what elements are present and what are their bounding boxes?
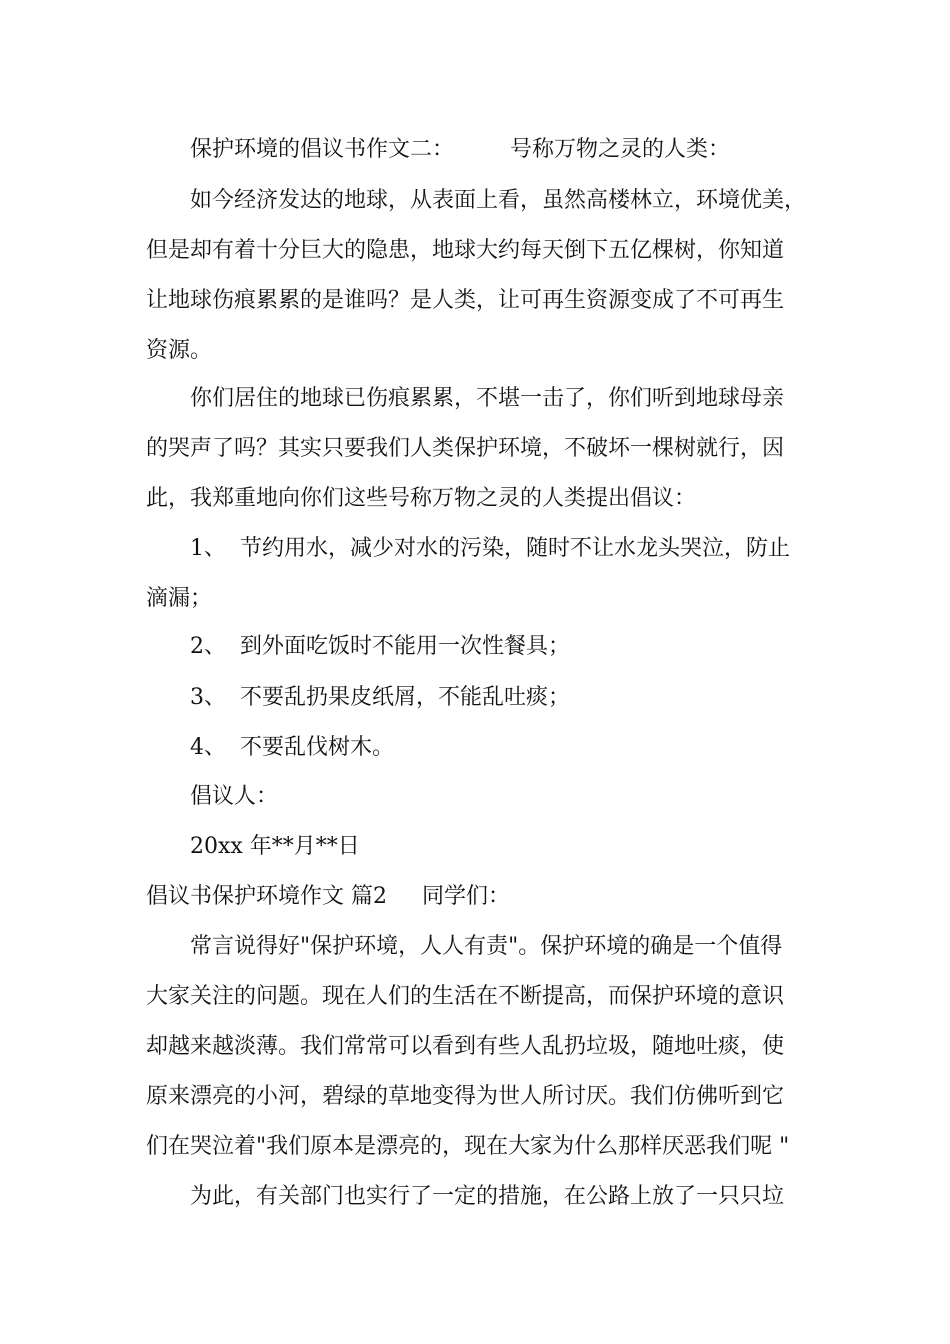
paragraph-line: 此，我郑重地向你们这些号称万物之灵的人类提出倡议： bbox=[146, 486, 697, 511]
paragraph-line: 滴漏； bbox=[146, 586, 213, 611]
date-line: 20xx 年**月**日 bbox=[190, 834, 360, 859]
paragraph-line: 你们居住的地球已伤痕累累，不堪一击了，你们听到地球母亲 bbox=[190, 386, 785, 411]
heading-line: 保护环境的倡议书作文二： 号称万物之灵的人类： bbox=[190, 137, 730, 162]
list-item: 2、 到外面吃饭时不能用一次性餐具； bbox=[190, 634, 570, 659]
paragraph-line: 大家关注的问题。现在人们的生活在不断提高，而保护环境的意识 bbox=[146, 984, 785, 1009]
paragraph-line: 的哭声了吗？其实只要我们人类保护环境，不破坏一棵树就行，因 bbox=[146, 436, 785, 461]
paragraph-line: 原来漂亮的小河，碧绿的草地变得为世人所讨厌。我们仿佛听到它 bbox=[146, 1084, 785, 1109]
paragraph-line: 们在哭泣着"我们原本是漂亮的，现在大家为什么那样厌恶我们呢 " bbox=[146, 1134, 790, 1159]
list-item: 1、 节约用水，减少对水的污染，随时不让水龙头哭泣，防止 bbox=[190, 536, 790, 561]
paragraph-line: 为此，有关部门也实行了一定的措施，在公路上放了一只只垃 bbox=[190, 1184, 785, 1209]
list-item: 3、 不要乱扔果皮纸屑，不能乱吐痰； bbox=[190, 685, 570, 710]
list-item: 4、 不要乱伐树木。 bbox=[190, 735, 394, 760]
paragraph-line: 却越来越淡薄。我们常常可以看到有些人乱扔垃圾，随地吐痰，使 bbox=[146, 1034, 785, 1059]
paragraph-line: 让地球伤痕累累的是谁吗？是人类，让可再生资源变成了不可再生 bbox=[146, 288, 785, 313]
paragraph-line: 常言说得好"保护环境，人人有责"。保护环境的确是一个值得 bbox=[190, 934, 783, 959]
signature-label: 倡议人： bbox=[190, 784, 279, 809]
paragraph-line: 但是却有着十分巨大的隐患，地球大约每天倒下五亿棵树，你知道 bbox=[146, 238, 785, 263]
paragraph-line: 资源。 bbox=[146, 338, 213, 363]
section-heading: 倡议书保护环境作文 篇2 同学们： bbox=[146, 884, 510, 909]
paragraph-line: 如今经济发达的地球，从表面上看，虽然高楼林立，环境优美， bbox=[190, 188, 807, 213]
